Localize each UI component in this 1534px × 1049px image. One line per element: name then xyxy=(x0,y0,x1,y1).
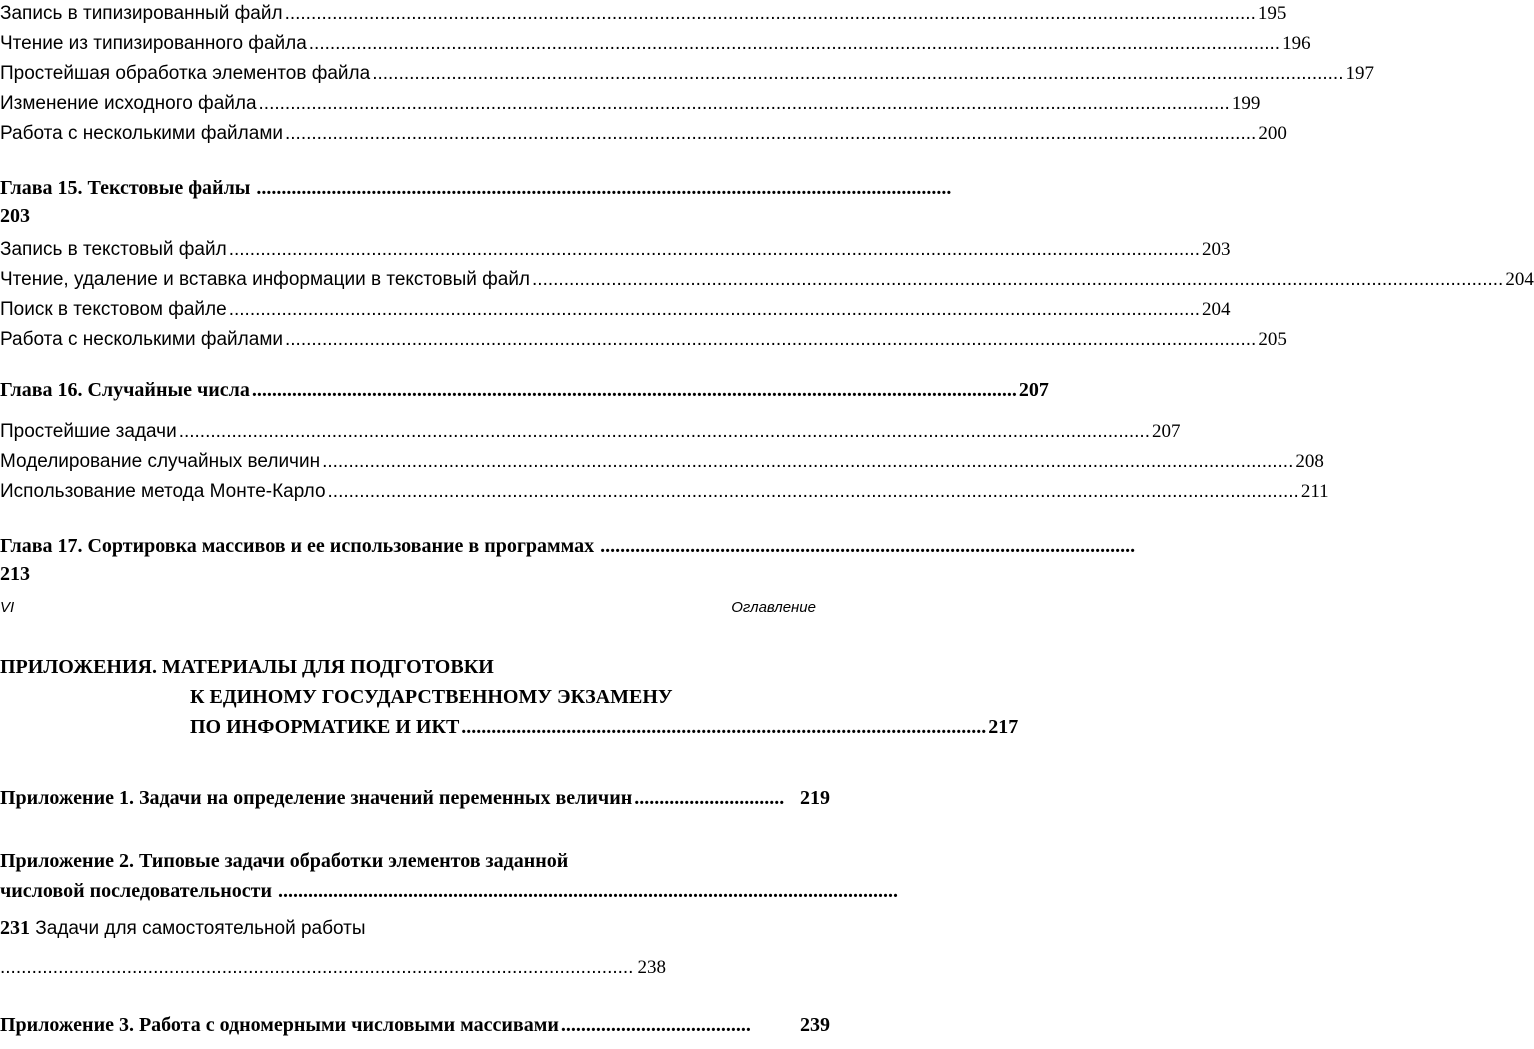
chapter-title: Глава 15. Текстовые файлы xyxy=(0,177,251,199)
leader-dots: ........................................................................................................................................................................................ xyxy=(228,299,1201,320)
appendix-page: 219 xyxy=(800,787,830,809)
appendices-page: 217 xyxy=(988,716,1019,738)
appendix-entry[interactable] xyxy=(0,786,830,810)
appendix-subentry[interactable] xyxy=(0,916,366,941)
chapter-page: 213 xyxy=(0,563,30,585)
toc-entry-page: 204 xyxy=(1202,299,1231,320)
toc-entry[interactable] xyxy=(0,268,1534,292)
leader-dots: ........................................................................................................................................................................................ xyxy=(532,269,1504,290)
toc-entry[interactable] xyxy=(0,62,1374,86)
appendix-entry[interactable] xyxy=(0,879,898,903)
toc-entry-page: 203 xyxy=(1202,239,1231,260)
chapter-title: Глава 16. Случайные числа xyxy=(0,379,250,401)
toc-entry-page: 199 xyxy=(1231,93,1261,114)
leader-dots: ........................................................................................................................................... xyxy=(256,177,952,199)
toc-entry-title: Изменение исходного файла xyxy=(0,93,257,114)
leader-dots: ........................................................................................................................................................................................ xyxy=(228,239,1200,260)
appendices-heading-entry[interactable] xyxy=(190,715,1019,739)
toc-entry-page: 208 xyxy=(1295,451,1324,472)
appendices-heading-line: ПО ИНФОРМАТИКЕ И ИКТ xyxy=(190,716,460,738)
toc-entry-title: Простейшие задачи xyxy=(0,421,177,442)
leader-dots: ........................................................................................................................................................................................ xyxy=(285,123,1257,144)
chapter-page: 207 xyxy=(1018,379,1049,401)
chapter-title: Глава 17. Сортировка массивов и ее использование в программах xyxy=(0,535,595,557)
toc-entry-page: 207 xyxy=(1152,421,1181,442)
toc-entry-title: Работа с несколькими файлами xyxy=(0,123,283,144)
appendix-page: 231 xyxy=(0,917,30,939)
toc-entry-page: 196 xyxy=(1282,33,1311,54)
subentry-title: Задачи для самостоятельной работы xyxy=(35,918,366,939)
toc-entry[interactable] xyxy=(0,92,1261,116)
toc-entry[interactable] xyxy=(0,328,1287,352)
chapter-heading[interactable] xyxy=(0,378,1049,402)
toc-entry-title: Запись в текстовый файл xyxy=(0,239,227,260)
appendices-heading-line: К ЕДИНОМУ ГОСУДАРСТВЕННОМУ ЭКЗАМЕНУ xyxy=(190,686,673,708)
appendix-entry[interactable] xyxy=(0,1013,830,1037)
toc-entry-title: Моделирование случайных величин xyxy=(0,451,321,472)
toc-entry-page: 197 xyxy=(1345,63,1374,84)
appendix-title: Приложение 1. Задачи на определение значений переменных величин xyxy=(0,787,633,809)
subentry-page: 238 xyxy=(637,957,666,978)
leader-dots: ......................................................................................................................................................... xyxy=(251,379,1017,401)
leader-dots: ........................................................................................................................................................................................ xyxy=(308,33,1281,54)
leader-dots: ...................................... xyxy=(560,1014,751,1036)
toc-entry-page: 205 xyxy=(1258,329,1287,350)
toc-entry-title: Использование метода Монте-Карло xyxy=(0,481,326,502)
page-number: VI xyxy=(0,599,15,616)
chapter-heading[interactable] xyxy=(0,534,1136,558)
chapter-page: 203 xyxy=(0,205,30,227)
appendix-title: Приложение 3. Работа с одномерными числовыми массивами xyxy=(0,1014,559,1036)
leader-dots: ........................................................................................................................................................................................ xyxy=(178,421,1150,442)
toc-entry-page: 195 xyxy=(1257,3,1287,24)
toc-entry-page: 204 xyxy=(1505,269,1534,290)
running-header: Оглавление xyxy=(731,599,816,616)
toc-entry[interactable] xyxy=(0,420,1181,444)
leader-dots: .............................. xyxy=(634,787,785,809)
leader-dots: ........................................................................................................................................................................................ xyxy=(372,63,1344,84)
toc-entry-title: Чтение из типизированного файла xyxy=(0,33,307,54)
leader-dots: ........................................................................................................................................................................................ xyxy=(322,451,1294,472)
appendix-title-line: числовой последовательности xyxy=(0,880,272,902)
toc-entry[interactable] xyxy=(0,32,1311,56)
toc-entry[interactable] xyxy=(0,450,1324,474)
appendix-subentry-leader xyxy=(0,956,666,980)
appendix-title-line[interactable]: Приложение 2. Типовые задачи обработки элементов заданной xyxy=(0,850,569,872)
appendix-page: 239 xyxy=(800,1014,830,1036)
toc-entry-page: 200 xyxy=(1258,123,1287,144)
toc-entry[interactable] xyxy=(0,238,1231,262)
toc-entry-title: Работа с несколькими файлами xyxy=(0,329,283,350)
leader-dots: ........................................................................................................................................................................................ xyxy=(258,93,1230,114)
leader-dots: ............................................................................................................................ xyxy=(277,880,898,902)
toc-entry-page: 211 xyxy=(1300,481,1329,502)
toc-entry-title: Поиск в текстовом файле xyxy=(0,299,227,320)
leader-dots: ........................................................................................................................ xyxy=(0,957,634,978)
toc-entry[interactable] xyxy=(0,122,1287,146)
leader-dots: ........................................................................................................................................................................................ xyxy=(327,481,1299,502)
toc-entry-title: Простейшая обработка элементов файла xyxy=(0,63,371,84)
leader-dots: ........................................................................................................................................................................................ xyxy=(284,3,1256,24)
toc-entry[interactable] xyxy=(0,2,1287,26)
toc-entry-title: Чтение, удаление и вставка информации в текстовый файл xyxy=(0,269,531,290)
toc-entry-title: Запись в типизированный файл xyxy=(0,3,283,24)
chapter-heading[interactable] xyxy=(0,176,952,200)
toc-entry[interactable] xyxy=(0,298,1231,322)
toc-entry[interactable] xyxy=(0,480,1329,504)
appendices-heading-line[interactable]: ПРИЛОЖЕНИЯ. МАТЕРИАЛЫ ДЛЯ ПОДГОТОВКИ xyxy=(0,656,494,678)
leader-dots: ......................................................................................................... xyxy=(461,716,987,738)
leader-dots: ........................................................................................................................................................................................ xyxy=(285,329,1257,350)
leader-dots: ........................................................................................................... xyxy=(600,535,1136,557)
